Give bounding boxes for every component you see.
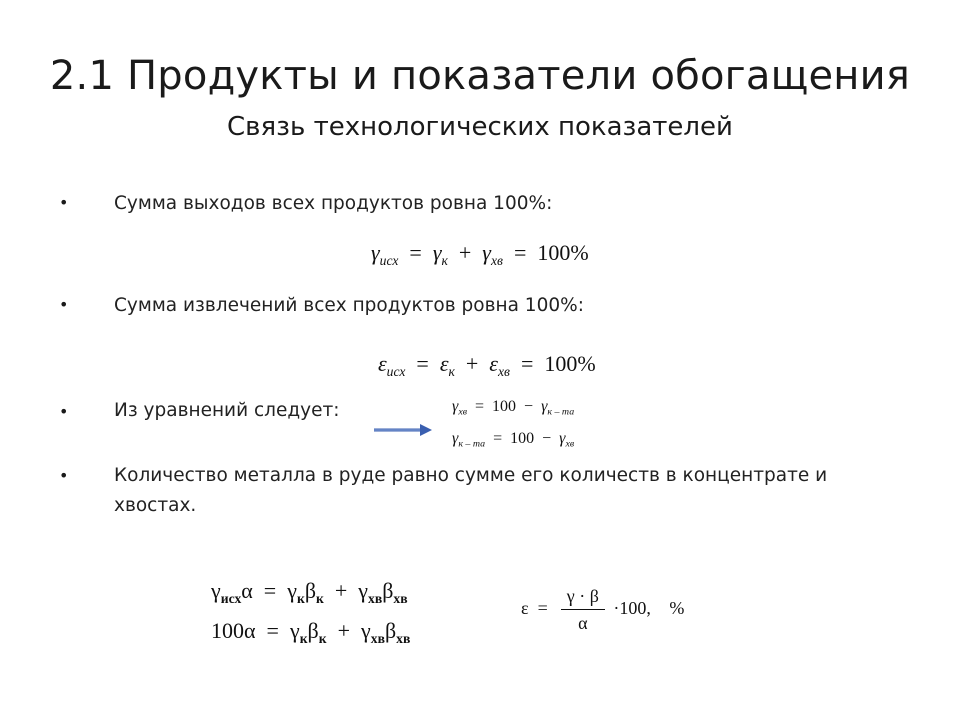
formula-metal-balance: $\gamma_{исх}\alpha = \gamma_к\beta_к + \gamma_{хв}\beta_{хв}$ [211, 578, 408, 606]
bullet-marker: • [59, 295, 69, 314]
fraction-numerator: γ · β [561, 586, 605, 610]
formula-yield-sum: $\gamma_{исх} = \gamma_к + \gamma_{хв} = 100\%$ [371, 240, 589, 268]
bullet-marker: • [59, 466, 69, 485]
bullet-text-recovery-sum: Сумма извлечений всех продуктов ровна 100%: [114, 295, 584, 316]
bullet-marker: • [59, 402, 69, 421]
fraction [561, 586, 605, 634]
bullet-marker: • [59, 193, 69, 212]
right-arrow-icon [372, 423, 434, 437]
slide-subtitle: Связь технологических показателей [227, 112, 733, 142]
bullet-text-consequence: Из уравнений следует: [114, 400, 340, 421]
formula-concentrate-yield: $\gamma_{к - та} = 100 - \gamma_{хв}$ [452, 430, 575, 450]
formula-recovery: ε = $\frac{\gamma \cdot \beta}{\alpha}$ ·100, % [521, 586, 685, 633]
fraction-denominator: α [578, 613, 588, 633]
slide-title: 2.1 Продукты и показатели обогащения [49, 53, 911, 99]
bullet-text-metal-balance: Количество металла в руде равно сумме его количеств в концентрате и хвостах. [114, 465, 828, 516]
formula-recovery-sum: $\varepsilon_{исх} = \varepsilon_к + \varepsilon_{хв} = 100\%$ [378, 351, 596, 379]
bullet-text-yield-sum: Сумма выходов всех продуктов ровна 100%: [114, 193, 553, 214]
formula-metal-balance-percent: $100\alpha = \gamma_к\beta_к + \gamma_{хв}\beta_{хв}$ [211, 618, 411, 646]
formula-tailings-yield: $\gamma_{хв} = 100 - \gamma_{к - та}$ [452, 398, 575, 418]
